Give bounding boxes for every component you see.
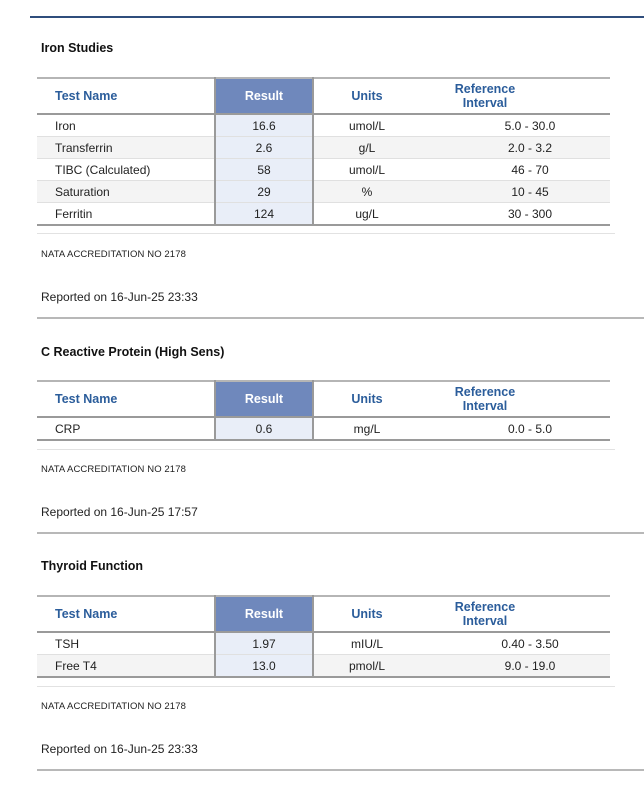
units-value: mg/L bbox=[353, 421, 381, 436]
reference-interval: 5.0 - 30.0 bbox=[420, 114, 610, 137]
result-value: 0.6 bbox=[215, 417, 313, 440]
table-row bbox=[37, 181, 610, 203]
section-divider bbox=[37, 317, 644, 319]
table-row bbox=[37, 114, 610, 137]
header-reference-interval bbox=[420, 78, 610, 114]
iron-studies-table bbox=[37, 77, 610, 226]
section-title-thyroid-function: Thyroid Function bbox=[41, 559, 144, 573]
units-value: umol/L bbox=[313, 114, 420, 137]
units-value: % bbox=[313, 181, 420, 203]
result-value: 124 bbox=[215, 203, 313, 226]
header-units: Units bbox=[313, 78, 420, 114]
thyroid-function-table bbox=[37, 595, 610, 678]
test-name: Free T4 bbox=[37, 655, 215, 678]
header-units: Units bbox=[313, 596, 420, 632]
table-row bbox=[37, 417, 610, 440]
reference-interval: 30 - 300 bbox=[507, 206, 553, 221]
header-test-name: Test Name bbox=[37, 596, 215, 632]
test-name: CRP bbox=[55, 421, 81, 436]
table-header-row bbox=[37, 381, 610, 417]
header-reference-line2: Interval bbox=[462, 614, 508, 628]
test-name: Transferrin bbox=[37, 137, 215, 159]
header-result: Result bbox=[215, 78, 313, 114]
divider bbox=[37, 686, 615, 687]
divider bbox=[37, 449, 615, 450]
header-reference-line1: Reference bbox=[454, 600, 516, 614]
result-value: 58 bbox=[215, 159, 313, 181]
section-title-iron-studies: Iron Studies bbox=[41, 41, 114, 55]
test-name: Ferritin bbox=[55, 206, 93, 221]
header-reference-line1: Reference bbox=[454, 385, 516, 399]
test-name: Saturation bbox=[37, 181, 215, 203]
header-result: Result bbox=[215, 381, 313, 417]
reported-timestamp: Reported on 16-Jun-25 23:33 bbox=[41, 742, 198, 756]
result-value: 1.97 bbox=[215, 632, 313, 655]
accreditation-note: NATA ACCREDITATION NO 2178 bbox=[41, 701, 186, 712]
divider bbox=[37, 233, 615, 234]
result-value: 29 bbox=[215, 181, 313, 203]
section-divider bbox=[37, 532, 644, 534]
units-value: mIU/L bbox=[313, 632, 420, 655]
table-row bbox=[37, 655, 610, 678]
reference-interval: 0.0 - 5.0 bbox=[507, 421, 553, 436]
reported-timestamp: Reported on 16-Jun-25 17:57 bbox=[41, 505, 198, 519]
crp-table bbox=[37, 380, 610, 441]
units-value: ug/L bbox=[355, 206, 379, 221]
top-divider bbox=[30, 16, 644, 18]
test-name: Iron bbox=[37, 114, 215, 137]
table-header-row bbox=[37, 78, 610, 114]
table-row bbox=[37, 203, 610, 226]
test-name: TSH bbox=[37, 632, 215, 655]
result-value: 2.6 bbox=[215, 137, 313, 159]
reference-interval: 10 - 45 bbox=[420, 181, 610, 203]
reference-interval: 9.0 - 19.0 bbox=[420, 655, 610, 678]
accreditation-note: NATA ACCREDITATION NO 2178 bbox=[41, 464, 186, 475]
section-divider bbox=[37, 769, 644, 771]
header-reference-line2: Interval bbox=[462, 399, 508, 413]
header-test-name: Test Name bbox=[37, 381, 215, 417]
header-reference-interval bbox=[420, 596, 610, 632]
header-units: Units bbox=[313, 381, 420, 417]
reference-interval: 46 - 70 bbox=[420, 159, 610, 181]
reported-timestamp: Reported on 16-Jun-25 23:33 bbox=[41, 290, 198, 304]
units-value: g/L bbox=[313, 137, 420, 159]
header-reference-line2: Interval bbox=[462, 96, 508, 110]
units-value: pmol/L bbox=[313, 655, 420, 678]
reference-interval: 2.0 - 3.2 bbox=[420, 137, 610, 159]
section-title-crp: C Reactive Protein (High Sens) bbox=[41, 345, 225, 359]
result-value: 16.6 bbox=[215, 114, 313, 137]
header-test-name: Test Name bbox=[37, 78, 215, 114]
result-value: 13.0 bbox=[215, 655, 313, 678]
test-name: TIBC (Calculated) bbox=[37, 159, 215, 181]
accreditation-note: NATA ACCREDITATION NO 2178 bbox=[41, 249, 186, 260]
table-row bbox=[37, 632, 610, 655]
reference-interval: 0.40 - 3.50 bbox=[420, 632, 610, 655]
units-value: umol/L bbox=[313, 159, 420, 181]
header-reference-interval bbox=[420, 381, 610, 417]
table-header-row bbox=[37, 596, 610, 632]
header-reference-line1: Reference bbox=[454, 82, 516, 96]
table-row bbox=[37, 159, 610, 181]
table-row bbox=[37, 137, 610, 159]
header-result: Result bbox=[215, 596, 313, 632]
